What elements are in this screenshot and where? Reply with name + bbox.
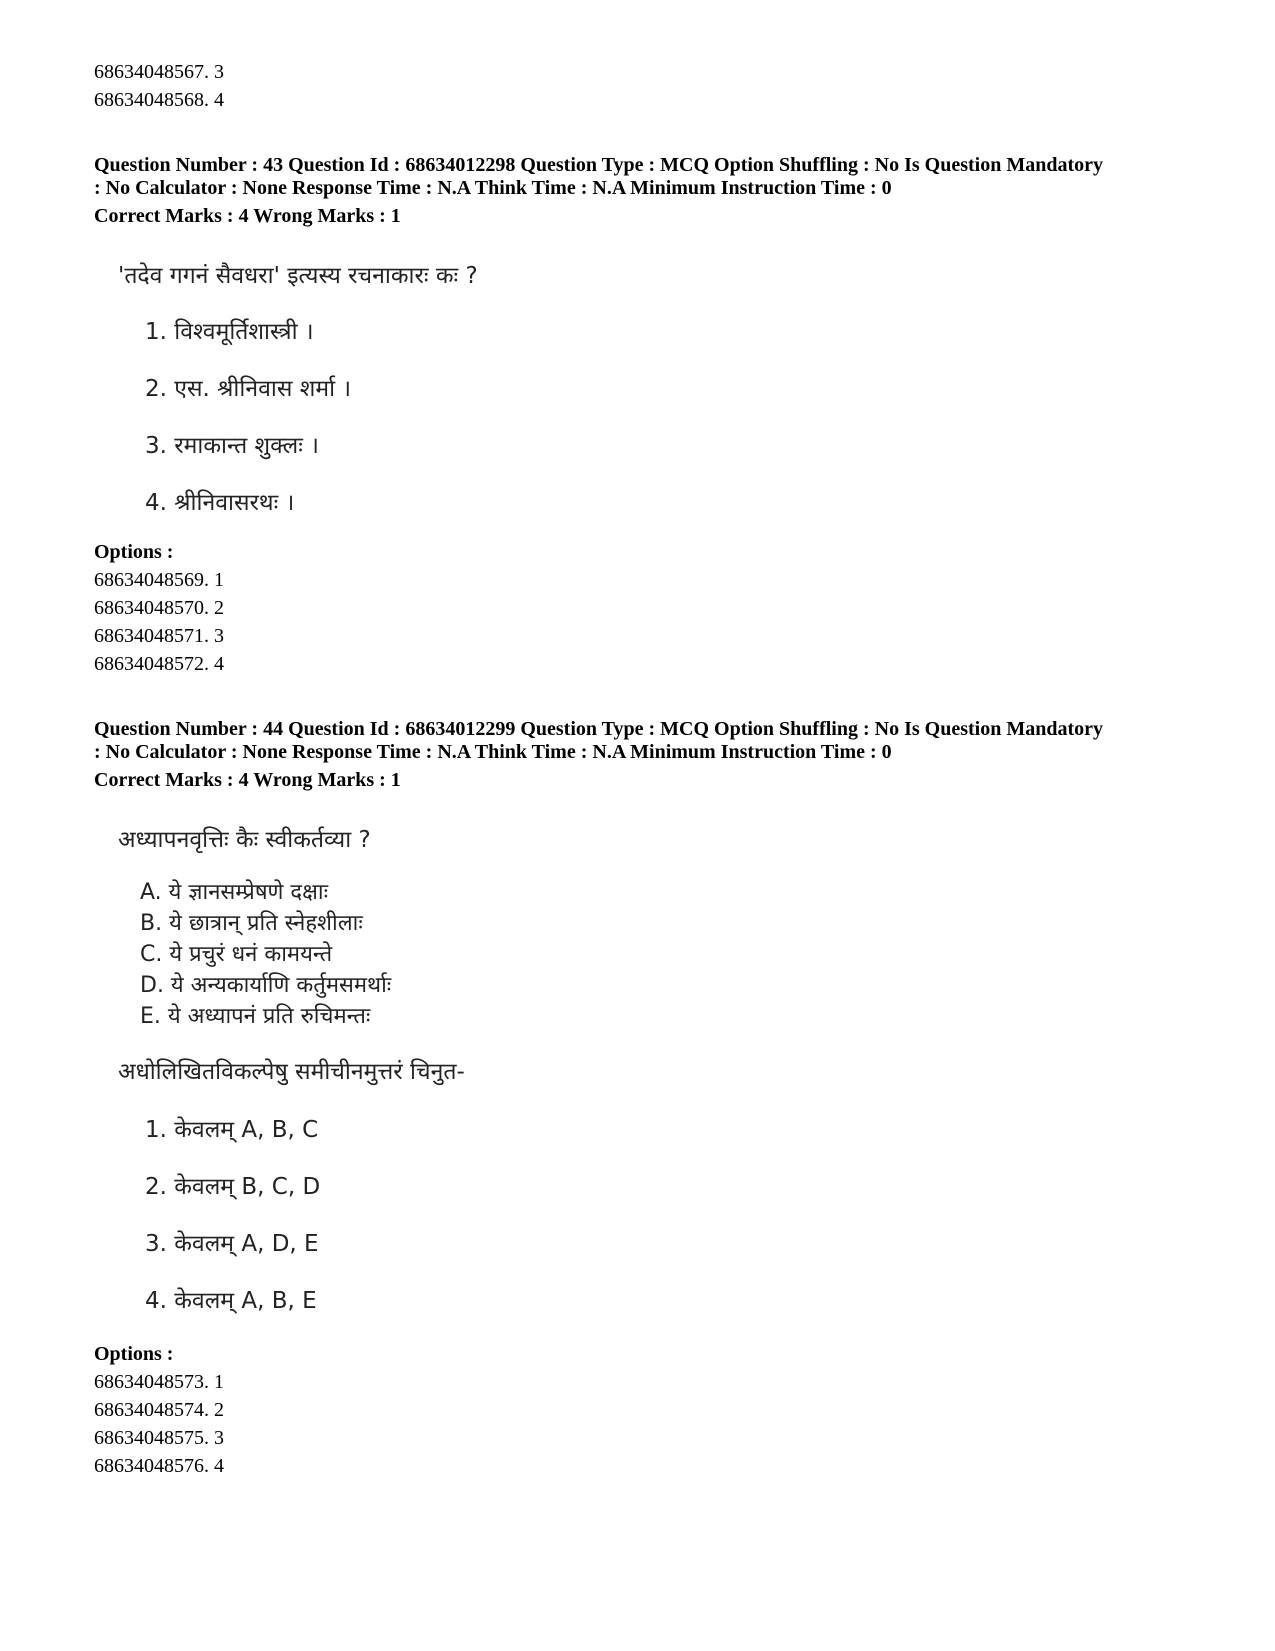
question-header: : No Calculator : None Response Time : N.A Think Time : N.A Minimum Instruction Time : 0 (94, 741, 892, 763)
statement-item: D. ये अन्यकार्याणि कर्तुमसमर्थाः (140, 973, 392, 998)
answer-choice: 3. केवलम् A, D, E (145, 1231, 319, 1257)
statement-item: C. ये प्रचुरं धनं कामयन्ते (140, 942, 333, 967)
option-id-line: 68634048575. 3 (94, 1427, 224, 1449)
question-header: Question Number : 44 Question Id : 68634012299 Question Type : MCQ Option Shuffling : No Is Question Mandatory (94, 718, 1103, 740)
option-id-line: 68634048568. 4 (94, 89, 224, 111)
question-text: 'तदेव गगनं सैवधरा' इत्यस्य रचनाकारः कः ? (118, 263, 478, 289)
options-label: Options : (94, 541, 174, 563)
option-id-line: 68634048571. 3 (94, 625, 224, 647)
option-id-line: 68634048569. 1 (94, 569, 224, 591)
answer-choice: 1. केवलम् A, B, C (145, 1117, 319, 1143)
question-header: Question Number : 43 Question Id : 68634012298 Question Type : MCQ Option Shuffling : No Is Question Mandatory (94, 154, 1103, 176)
options-label: Options : (94, 1343, 174, 1365)
answer-choice: 2. एस. श्रीनिवास शर्मा । (145, 376, 352, 402)
statement-item: E. ये अध्यापनं प्रति रुचिमन्तः (140, 1004, 371, 1029)
question-marks: Correct Marks : 4 Wrong Marks : 1 (94, 769, 401, 791)
question-marks: Correct Marks : 4 Wrong Marks : 1 (94, 205, 401, 227)
answer-choice: 4. श्रीनिवासरथः । (145, 490, 295, 516)
question-header: : No Calculator : None Response Time : N.A Think Time : N.A Minimum Instruction Time : 0 (94, 177, 892, 199)
option-id-line: 68634048573. 1 (94, 1371, 224, 1393)
instruction-text: अधोलिखितविकल्पेषु समीचीनमुत्तरं चिनुत- (118, 1059, 465, 1085)
statement-item: B. ये छात्रान् प्रति स्नेहशीलाः (140, 911, 363, 936)
question-text: अध्यापनवृत्तिः कैः स्वीकर्तव्या ? (118, 827, 371, 853)
option-id-line: 68634048572. 4 (94, 653, 224, 675)
answer-choice: 4. केवलम् A, B, E (145, 1288, 317, 1314)
statement-item: A. ये ज्ञानसम्प्रेषणे दक्षाः (140, 880, 329, 905)
answer-choice: 3. रमाकान्त शुक्लः । (145, 433, 319, 459)
answer-choice: 2. केवलम् B, C, D (145, 1174, 321, 1200)
option-id-line: 68634048567. 3 (94, 61, 224, 83)
answer-choice: 1. विश्वमूर्तिशास्त्री । (145, 319, 314, 345)
option-id-line: 68634048576. 4 (94, 1455, 224, 1477)
option-id-line: 68634048574. 2 (94, 1399, 224, 1421)
option-id-line: 68634048570. 2 (94, 597, 224, 619)
